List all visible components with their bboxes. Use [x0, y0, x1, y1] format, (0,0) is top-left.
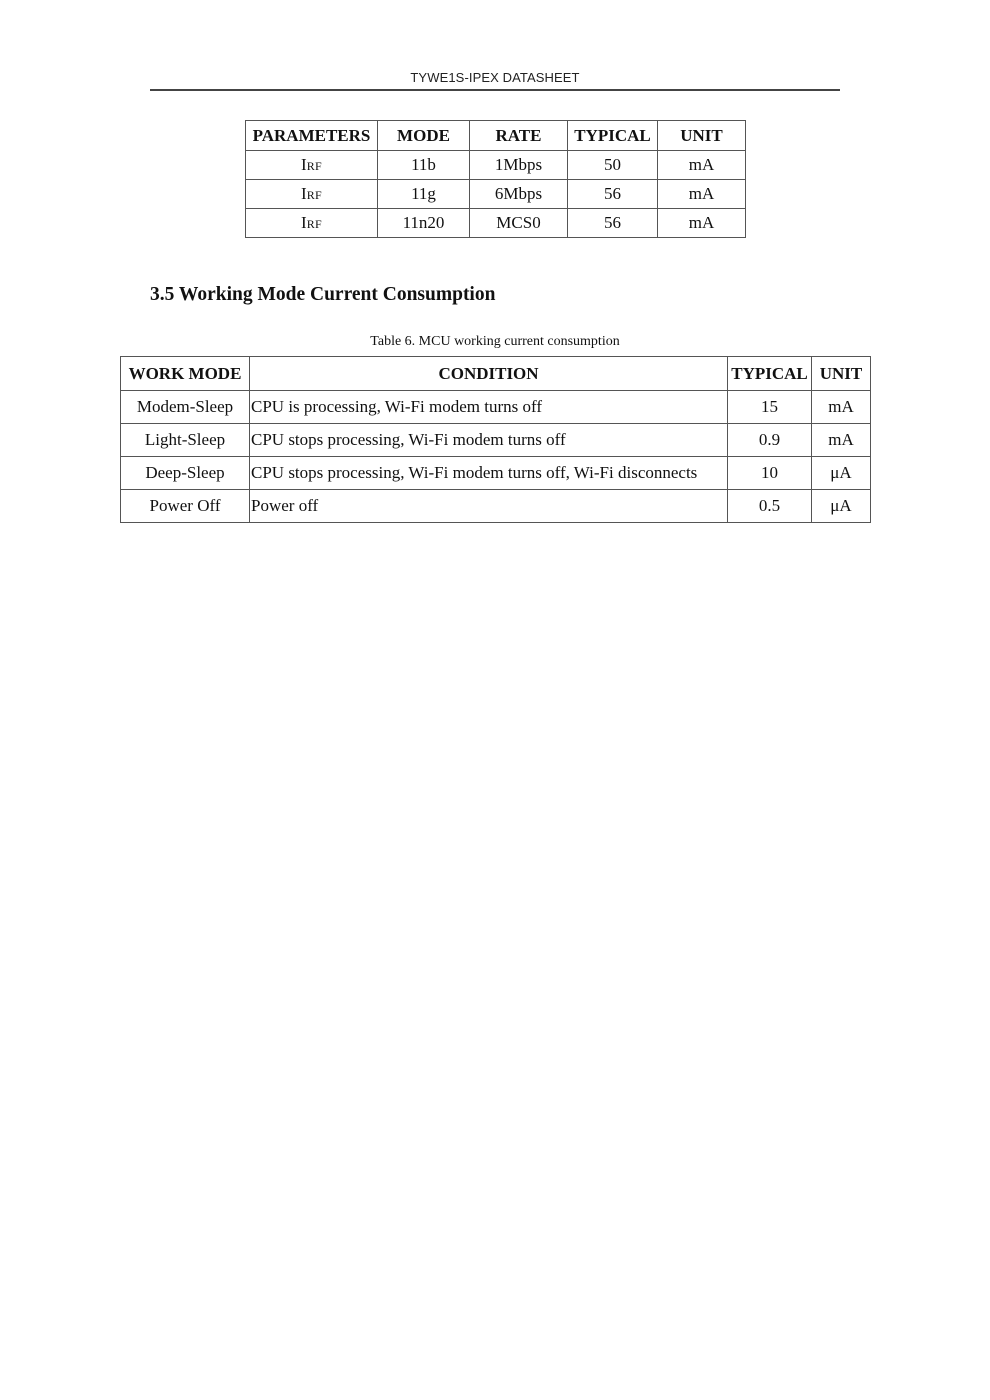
header-divider: [150, 89, 840, 91]
column-header-mode: MODE: [378, 121, 470, 151]
condition-cell: Power off: [250, 490, 728, 523]
work-mode-cell: Modem-Sleep: [121, 391, 250, 424]
column-header-rate: RATE: [470, 121, 568, 151]
table-header-row: [121, 357, 871, 391]
typical-cell: 10: [728, 457, 812, 490]
mode-cell: 11g: [378, 180, 470, 209]
table-row: [246, 151, 746, 180]
unit-cell: mA: [658, 180, 746, 209]
condition-cell: CPU is processing, Wi-Fi modem turns off: [250, 391, 728, 424]
column-header-unit: UNIT: [658, 121, 746, 151]
parameter-symbol: I: [301, 213, 307, 232]
typical-cell: 0.9: [728, 424, 812, 457]
parameter-cell: [246, 209, 378, 238]
parameter-symbol: I: [301, 155, 307, 174]
unit-cell: mA: [812, 424, 871, 457]
mode-cell: 11b: [378, 151, 470, 180]
table-header-row: [246, 121, 746, 151]
unit-cell: mA: [658, 209, 746, 238]
rate-cell: 1Mbps: [470, 151, 568, 180]
typical-cell: 56: [568, 209, 658, 238]
column-header-unit: UNIT: [812, 357, 871, 391]
typical-cell: 15: [728, 391, 812, 424]
work-mode-cell: Light-Sleep: [121, 424, 250, 457]
unit-cell: μA: [812, 490, 871, 523]
table-row: [121, 490, 871, 523]
column-header-condition: CONDITION: [250, 357, 728, 391]
page-header-title: TYWE1S-IPEX DATASHEET: [410, 70, 580, 85]
rate-cell: 6Mbps: [470, 180, 568, 209]
column-header-parameters: PARAMETERS: [246, 121, 378, 151]
parameter-subscript: RF: [306, 217, 322, 231]
typical-cell: 56: [568, 180, 658, 209]
table-caption: Table 6. MCU working current consumption: [370, 334, 620, 349]
parameter-subscript: RF: [306, 159, 322, 173]
table-row: [246, 180, 746, 209]
table-row: [246, 209, 746, 238]
table-row: [121, 457, 871, 490]
typical-cell: 0.5: [728, 490, 812, 523]
condition-cell: CPU stops processing, Wi-Fi modem turns off: [250, 424, 728, 457]
parameter-cell: [246, 180, 378, 209]
table-row: [121, 424, 871, 457]
rf-current-table: [245, 120, 746, 238]
unit-cell: mA: [658, 151, 746, 180]
parameter-subscript: RF: [306, 188, 322, 202]
condition-cell: CPU stops processing, Wi-Fi modem turns off, Wi-Fi disconnects: [250, 457, 728, 490]
parameter-symbol: I: [301, 184, 307, 203]
column-header-typical: TYPICAL: [568, 121, 658, 151]
typical-cell: 50: [568, 151, 658, 180]
rate-cell: MCS0: [470, 209, 568, 238]
table-row: [121, 391, 871, 424]
work-mode-cell: Power Off: [121, 490, 250, 523]
parameter-cell: [246, 151, 378, 180]
unit-cell: mA: [812, 391, 871, 424]
section-heading: 3.5 Working Mode Current Consumption: [150, 284, 496, 305]
work-mode-cell: Deep-Sleep: [121, 457, 250, 490]
unit-cell: μA: [812, 457, 871, 490]
mode-cell: 11n20: [378, 209, 470, 238]
mcu-current-table: [120, 356, 871, 523]
column-header-work-mode: WORK MODE: [121, 357, 250, 391]
column-header-typical: TYPICAL: [728, 357, 812, 391]
